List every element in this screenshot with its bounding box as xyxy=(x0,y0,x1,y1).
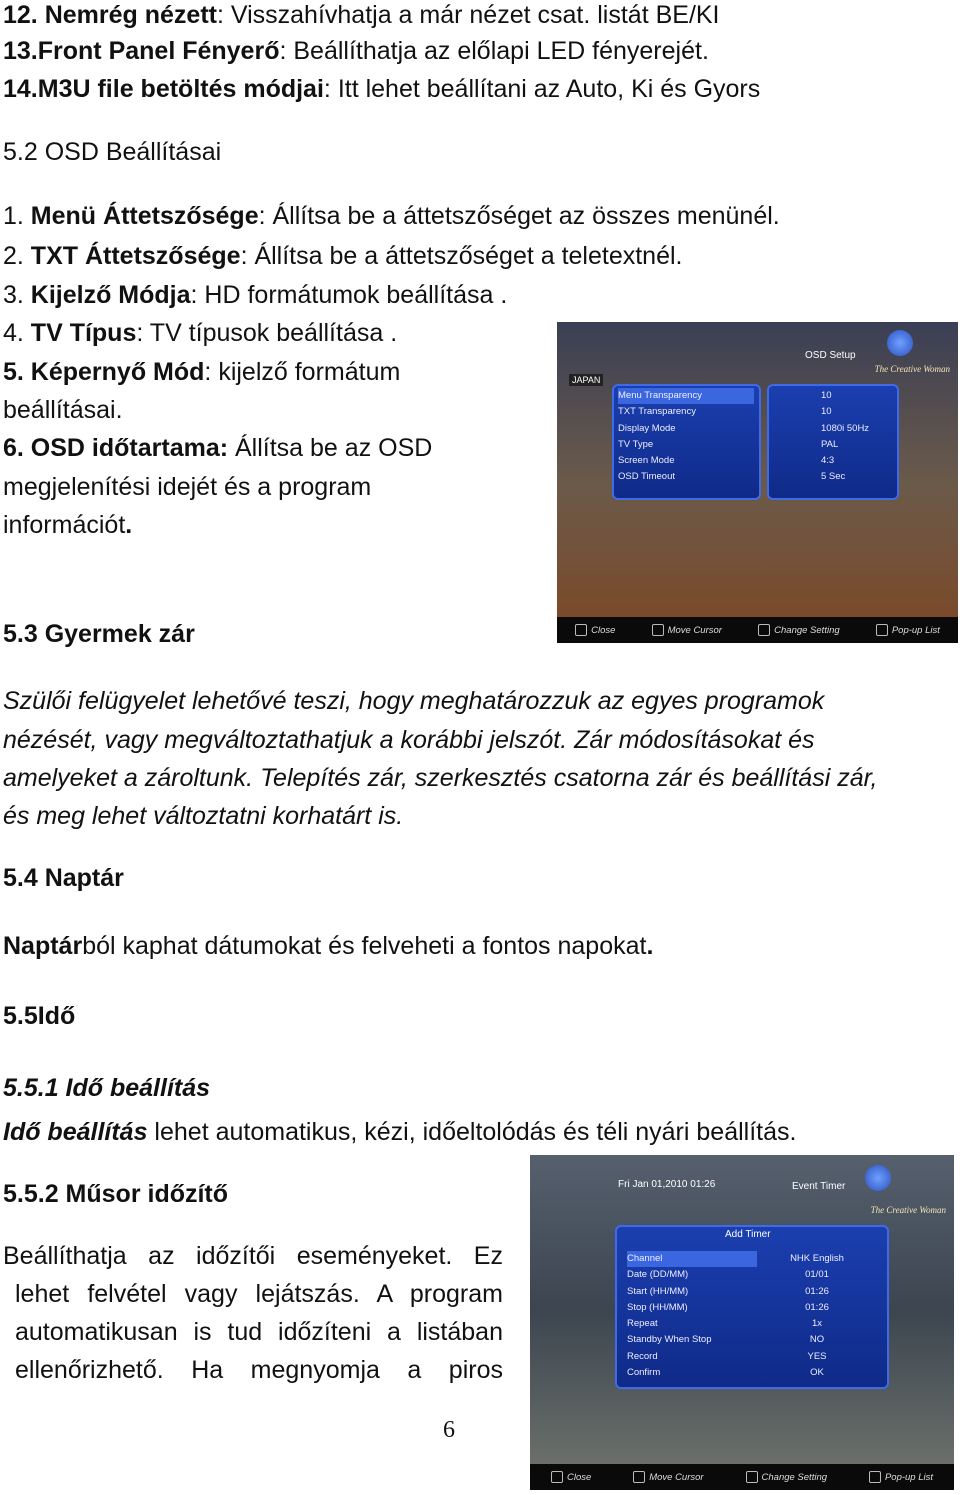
osd-setup-screenshot xyxy=(557,322,958,643)
left-right-icon xyxy=(746,1471,758,1483)
menu-values-panel xyxy=(767,384,899,500)
osd-item-2: 2. TXT Áttetszősége: Állítsa be a áttetszőséget a teletextnél. xyxy=(3,242,683,270)
date-readout: Fri Jan 01,2010 01:26 xyxy=(618,1179,716,1190)
label-row[interactable]: Screen Mode xyxy=(618,455,675,467)
close-hint: Close xyxy=(551,1471,591,1483)
timer-line: Beállíthatja az időzítői eseményeket. Ez xyxy=(3,1242,503,1270)
value-cell: PAL xyxy=(821,438,839,450)
label-row[interactable]: Menu Transparency xyxy=(618,388,754,404)
exit-icon xyxy=(575,624,587,636)
menu-labels-panel xyxy=(612,384,761,500)
timer-label-list xyxy=(627,1251,757,1381)
lock-line: nézését, vagy megváltoztathatjuk a korábbi jelszót. Zár módosításokat és xyxy=(3,726,815,754)
gear-icon xyxy=(865,1165,891,1191)
timer-line: lehet felvétel vagy lejátszás. A program xyxy=(15,1280,503,1308)
timer-footer xyxy=(530,1464,954,1490)
timer-field-label[interactable]: Stop (HH/MM) xyxy=(627,1301,688,1313)
osd-item-5: 5. Képernyő Mód: kijelző formátum xyxy=(3,358,401,386)
label-row[interactable]: TXT Transparency xyxy=(618,406,696,418)
arrows-icon xyxy=(633,1471,645,1483)
label-row[interactable]: OSD Timeout xyxy=(618,471,676,483)
page-number: 6 xyxy=(443,1417,455,1443)
osd-footer xyxy=(557,617,958,643)
timer-field-value: 01:26 xyxy=(805,1301,829,1313)
osd-item-3: 3. Kijelző Módja: HD formátumok beállítása . xyxy=(3,281,508,309)
timer-field-label[interactable]: Standby When Stop xyxy=(627,1334,712,1346)
osd-title: OSD Setup xyxy=(805,350,856,361)
move-hint: Move Cursor xyxy=(633,1471,703,1483)
change-hint: Change Setting xyxy=(746,1471,828,1483)
section-heading-time-setting: 5.5.1 Idő beállítás xyxy=(3,1074,211,1102)
label-list xyxy=(618,388,754,486)
timer-field-value: 1x xyxy=(811,1318,823,1330)
list-item-12: 12. Nemrég nézett: Visszahívhatja a már nézet csat. listát BE/KI xyxy=(3,1,720,29)
timer-field-value: NHK English xyxy=(790,1253,844,1264)
section-heading-calendar: 5.4 Naptár xyxy=(3,864,124,892)
left-right-icon xyxy=(758,624,770,636)
change-hint: Change Setting xyxy=(758,624,840,636)
timer-field-label[interactable]: Start (HH/MM) xyxy=(627,1285,689,1297)
timer-paragraph xyxy=(3,1237,503,1389)
popup-hint: Pop-up List xyxy=(869,1471,933,1483)
timer-field-label[interactable]: Record xyxy=(627,1350,658,1362)
dialog-title: Add Timer xyxy=(725,1229,771,1240)
timer-field-label[interactable]: Date (DD/MM) xyxy=(627,1269,689,1281)
osd-item-6: 6. OSD időtartama: Állítsa be az OSD xyxy=(3,434,433,462)
lock-line: amelyeket a zároltunk. Telepítés zár, szerkesztés csatorna zár és beállítási zár, xyxy=(3,764,878,792)
event-timer-screenshot xyxy=(530,1155,954,1490)
timer-field-label[interactable]: Channel xyxy=(627,1251,757,1267)
timer-line: automatikusan is tud időzíteni a listában xyxy=(15,1318,503,1346)
label-row[interactable]: Display Mode xyxy=(618,422,676,434)
osd-item-6-cont: megjelenítési idejét és a program xyxy=(3,473,372,501)
ok-icon xyxy=(876,624,888,636)
lock-line: és meg lehet változtatni korhatárt is. xyxy=(3,802,404,830)
channel-tag: JAPAN xyxy=(569,374,603,386)
label-row[interactable]: TV Type xyxy=(618,438,654,450)
add-timer-dialog xyxy=(615,1225,889,1389)
timer-field-label[interactable]: Repeat xyxy=(627,1318,658,1330)
value-cell: 1080i 50Hz xyxy=(821,422,870,434)
timer-field-value: OK xyxy=(810,1367,824,1379)
lock-line: Szülői felügyelet lehetővé teszi, hogy meghatározzuk az egyes programok xyxy=(3,687,825,715)
section-heading-lock: 5.3 Gyermek zár xyxy=(3,620,195,648)
time-setting-text: Idő beállítás lehet automatikus, kézi, időeltolódás és téli nyári beállítás. xyxy=(3,1118,797,1146)
value-cell: 10 xyxy=(821,406,832,418)
section-heading-osd: 5.2 OSD Beállításai xyxy=(3,138,222,166)
osd-item-4: 4. TV Típus: TV típusok beállítása . xyxy=(3,319,398,347)
timer-line: ellenőrizhető. Ha megnyomja a piros xyxy=(15,1356,503,1384)
logo: The Creative Woman xyxy=(874,364,950,374)
section-heading-timer: 5.5.2 Műsor időzítő xyxy=(3,1180,229,1208)
timer-field-value: YES xyxy=(807,1350,827,1362)
logo: The Creative Woman xyxy=(870,1205,946,1215)
arrows-icon xyxy=(652,624,664,636)
timer-value-list xyxy=(762,1251,872,1381)
event-timer-title: Event Timer xyxy=(792,1181,846,1192)
close-hint: Close xyxy=(575,624,615,636)
osd-item-1: 1. Menü Áttetszősége: Állítsa be a áttetszőséget az összes menünél. xyxy=(3,202,780,230)
section-heading-time: 5.5Idő xyxy=(3,1002,76,1030)
value-cell: 5 Sec xyxy=(821,471,846,483)
list-item-14: 14.M3U file betöltés módjai: Itt lehet beállítani az Auto, Ki és Gyors xyxy=(3,75,761,103)
timer-field-value: 01/01 xyxy=(805,1269,829,1281)
ok-icon xyxy=(869,1471,881,1483)
list-item-13: 13.Front Panel Fényerő: Beállíthatja az előlapi LED fényerejét. xyxy=(3,37,709,65)
timer-field-value: 01:26 xyxy=(805,1285,829,1297)
timer-field-label[interactable]: Confirm xyxy=(627,1367,661,1379)
value-cell: 4:3 xyxy=(821,455,835,467)
timer-field-value: NO xyxy=(809,1334,825,1346)
move-hint: Move Cursor xyxy=(652,624,722,636)
osd-item-6-cont2: információt. xyxy=(3,511,133,539)
value-cell: 10 xyxy=(821,390,832,401)
exit-icon xyxy=(551,1471,563,1483)
value-list xyxy=(821,388,869,486)
gear-icon xyxy=(887,330,913,356)
osd-item-5-cont: beállításai. xyxy=(3,396,123,424)
popup-hint: Pop-up List xyxy=(876,624,940,636)
calendar-text: Naptárból kaphat dátumokat és felveheti a fontos napokat. xyxy=(3,932,654,960)
